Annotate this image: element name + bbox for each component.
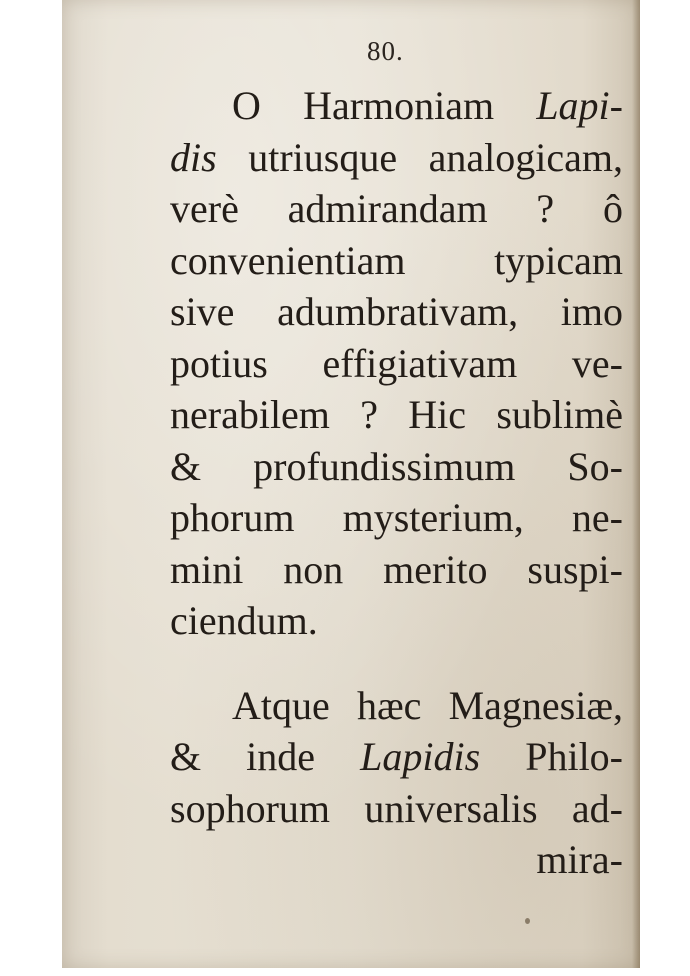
body-text: [170, 80, 623, 886]
text-line: convenientiam typicam: [170, 237, 623, 283]
text-line: ciendum.: [170, 598, 318, 643]
ink-spot: [525, 918, 530, 924]
text-line: sive adumbrativam, imo: [170, 289, 623, 334]
text-line: verè admirandam ? ô: [170, 186, 623, 231]
text-line: potius effigiativam ve-: [170, 340, 623, 386]
text-line: & inde Lapidis Philo-: [170, 734, 624, 779]
page-gutter-shadow: [632, 0, 640, 968]
text-line: & profundissimum So-: [170, 443, 623, 489]
text-line: mini non merito suspi-: [170, 546, 623, 592]
text-line: sophorum universalis ad-: [170, 785, 623, 831]
catchword: mira-: [536, 837, 623, 882]
page-number: 80.: [367, 36, 404, 66]
text-line: O Harmoniam Lapi-: [232, 83, 623, 128]
text-line: dis utriusque analogicam,: [170, 134, 623, 180]
text-line: nerabilem ? Hic sublimè: [170, 392, 623, 437]
text-line: Atque hæc Magnesiæ,: [232, 682, 623, 728]
text-line: phorum mysterium, ne-: [170, 495, 623, 540]
book-page: [62, 0, 640, 968]
